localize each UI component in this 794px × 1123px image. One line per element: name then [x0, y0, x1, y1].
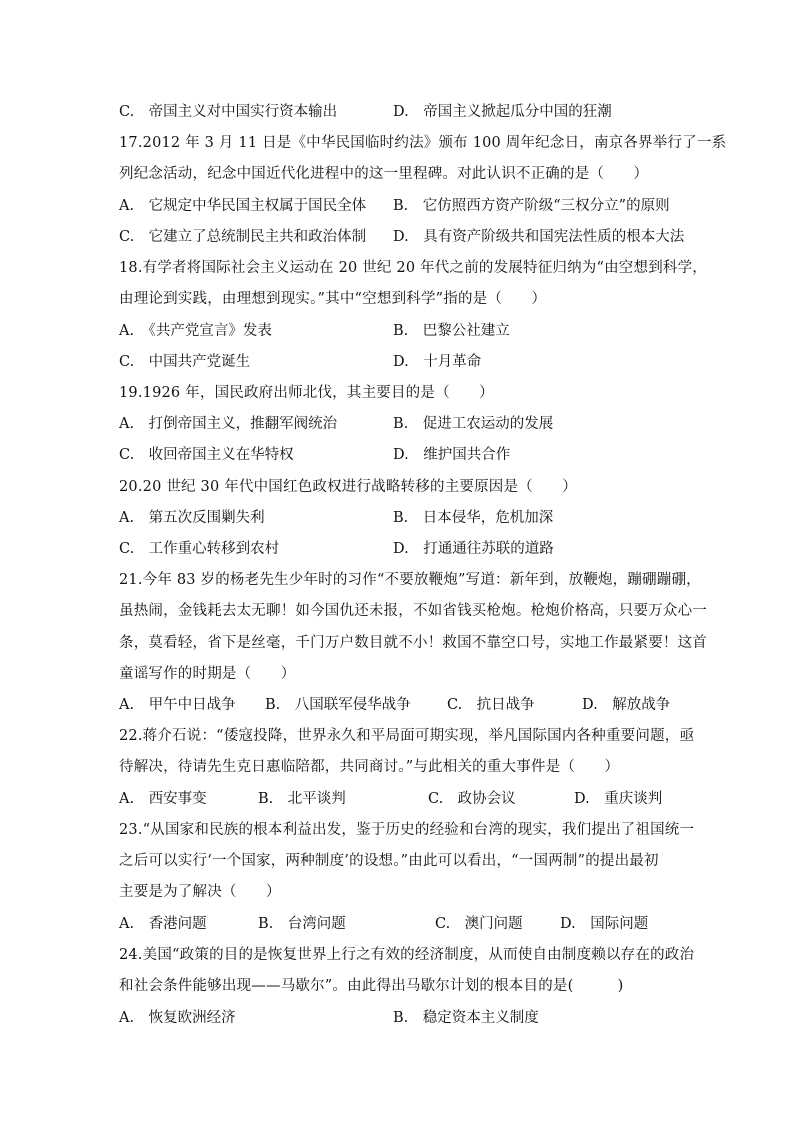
question-24-line-1: 24.美国“政策的目的是恢复世界上行之有效的经济制度，从而使自由制度赖以存在的政治 [119, 947, 695, 963]
question-21-line-3: 条，莫看轻，省下是丝毫，千门万户数目就不小！救国不靠空口号，实地工作最紧要！这首 [119, 635, 707, 651]
option-d-q23: D. 国际问题 [560, 916, 649, 932]
question-21-line-2: 虽热闹，金钱耗去太无聊！如今国仇还未报，不如省钱买枪炮。枪炮价格高，只要万众心一 [119, 603, 707, 619]
option-b-q21: B. 八国联军侵华战争 [265, 697, 411, 713]
option-d-q16: D. 帝国主义掀起瓜分中国的狂潮 [393, 104, 612, 120]
question-17-line-1: 17.2012 年 3 月 11 日是《中华民国临时约法》颁布 100 周年纪念日，南京各界举行了一系 [119, 135, 727, 151]
question-18-line-2: 由理论到实践，由理想到现实。”其中“空想到科学”指的是（ ） [119, 291, 547, 307]
question-23-line-2: 之后可以实行‘一个国家，两种制度’的设想。”由此可以看出，“一国两制”的提出最初 [119, 853, 659, 869]
option-d-q19: D. 维护国共合作 [393, 447, 511, 463]
question-22-line-1: 22.蒋介石说：“倭寇投降，世界永久和平局面可期实现，举凡国际国内各种重要问题，亟 [119, 728, 695, 744]
option-b-q20: B. 日本侵华，危机加深 [393, 510, 554, 526]
option-a-q23: A. 香港问题 [119, 916, 207, 932]
option-a-q17: A. 它规定中华民国主权属于国民全体 [119, 198, 367, 214]
option-b-q22: B. 北平谈判 [258, 791, 346, 807]
option-d-q20: D. 打通通往苏联的道路 [393, 541, 554, 557]
question-22-line-2: 待解决，待请先生克日惠临陪都，共同商讨。”与此相关的重大事件是（ ） [119, 759, 620, 775]
option-b-q18: B. 巴黎公社建立 [393, 323, 510, 339]
question-20-line-1: 20.20 世纪 30 年代中国红色政权进行战略转移的主要原因是（ ） [119, 479, 577, 495]
option-d-q21: D. 解放战争 [582, 697, 671, 713]
option-b-q24: B. 稳定资本主义制度 [393, 1010, 539, 1026]
option-b-q17: B. 它仿照西方资产阶级“三权分立”的原则 [393, 198, 670, 214]
option-d-q22: D. 重庆谈判 [574, 791, 663, 807]
option-d-q17: D. 具有资产阶级共和国宪法性质的根本大法 [393, 229, 685, 245]
question-21-line-4: 童谣写作的时期是（ ） [119, 666, 296, 682]
option-b-q23: B. 台湾问题 [258, 916, 346, 932]
option-a-q19: A. 打倒帝国主义，推翻军阀统治 [119, 416, 338, 432]
option-b-q19: B. 促进工农运动的发展 [393, 416, 554, 432]
question-19-line-1: 19.1926 年，国民政府出师北伐，其主要目的是（ ） [119, 385, 494, 401]
option-d-q18: D. 十月革命 [393, 354, 482, 370]
option-c-q18: C. 中国共产党诞生 [119, 354, 251, 370]
option-c-q17: C. 它建立了总统制民主共和政治体制 [119, 229, 367, 245]
option-a-q20: A. 第五次反围剿失利 [119, 510, 265, 526]
question-23-line-3: 主要是为了解决（ ） [119, 884, 281, 900]
option-c-q19: C. 收回帝国主义在华特权 [119, 447, 294, 463]
question-21-line-1: 21.今年 83 岁的杨老先生少年时的习作“不要放鞭炮”写道：新年到，放鞭炮，蹦硼蹦硼， [119, 572, 701, 588]
option-c-q20: C. 工作重心转移到农村 [119, 541, 280, 557]
question-24-line-2: 和社会条件能够出现——马歇尔”。由此得出马歇尔计划的根本目的是( ) [119, 978, 624, 994]
question-17-line-2: 列纪念活动，纪念中国近代化进程中的这一里程碑。对此认识不正确的是（ ） [119, 166, 649, 182]
question-18-line-1: 18.有学者将国际社会主义运动在 20 世纪 20 年代之前的发展特征归纳为“由空想到科学， [119, 260, 708, 276]
option-a-q22: A. 西安事变 [119, 791, 207, 807]
option-c-q21: C. 抗日战争 [447, 697, 535, 713]
question-23-line-1: 23.“从国家和民族的根本利益出发，鉴于历史的经验和台湾的现实，我们提出了祖国统一 [119, 822, 695, 838]
option-a-q24: A. 恢复欧洲经济 [119, 1010, 236, 1026]
option-a-q21: A. 甲午中日战争 [119, 697, 236, 713]
option-c-q22: C. 政协会议 [428, 791, 516, 807]
option-a-q18: A. 《共产党宣言》发表 [119, 323, 272, 339]
option-c-q16: C. 帝国主义对中国实行资本输出 [119, 104, 338, 120]
option-c-q23: C. 澳门问题 [435, 916, 523, 932]
